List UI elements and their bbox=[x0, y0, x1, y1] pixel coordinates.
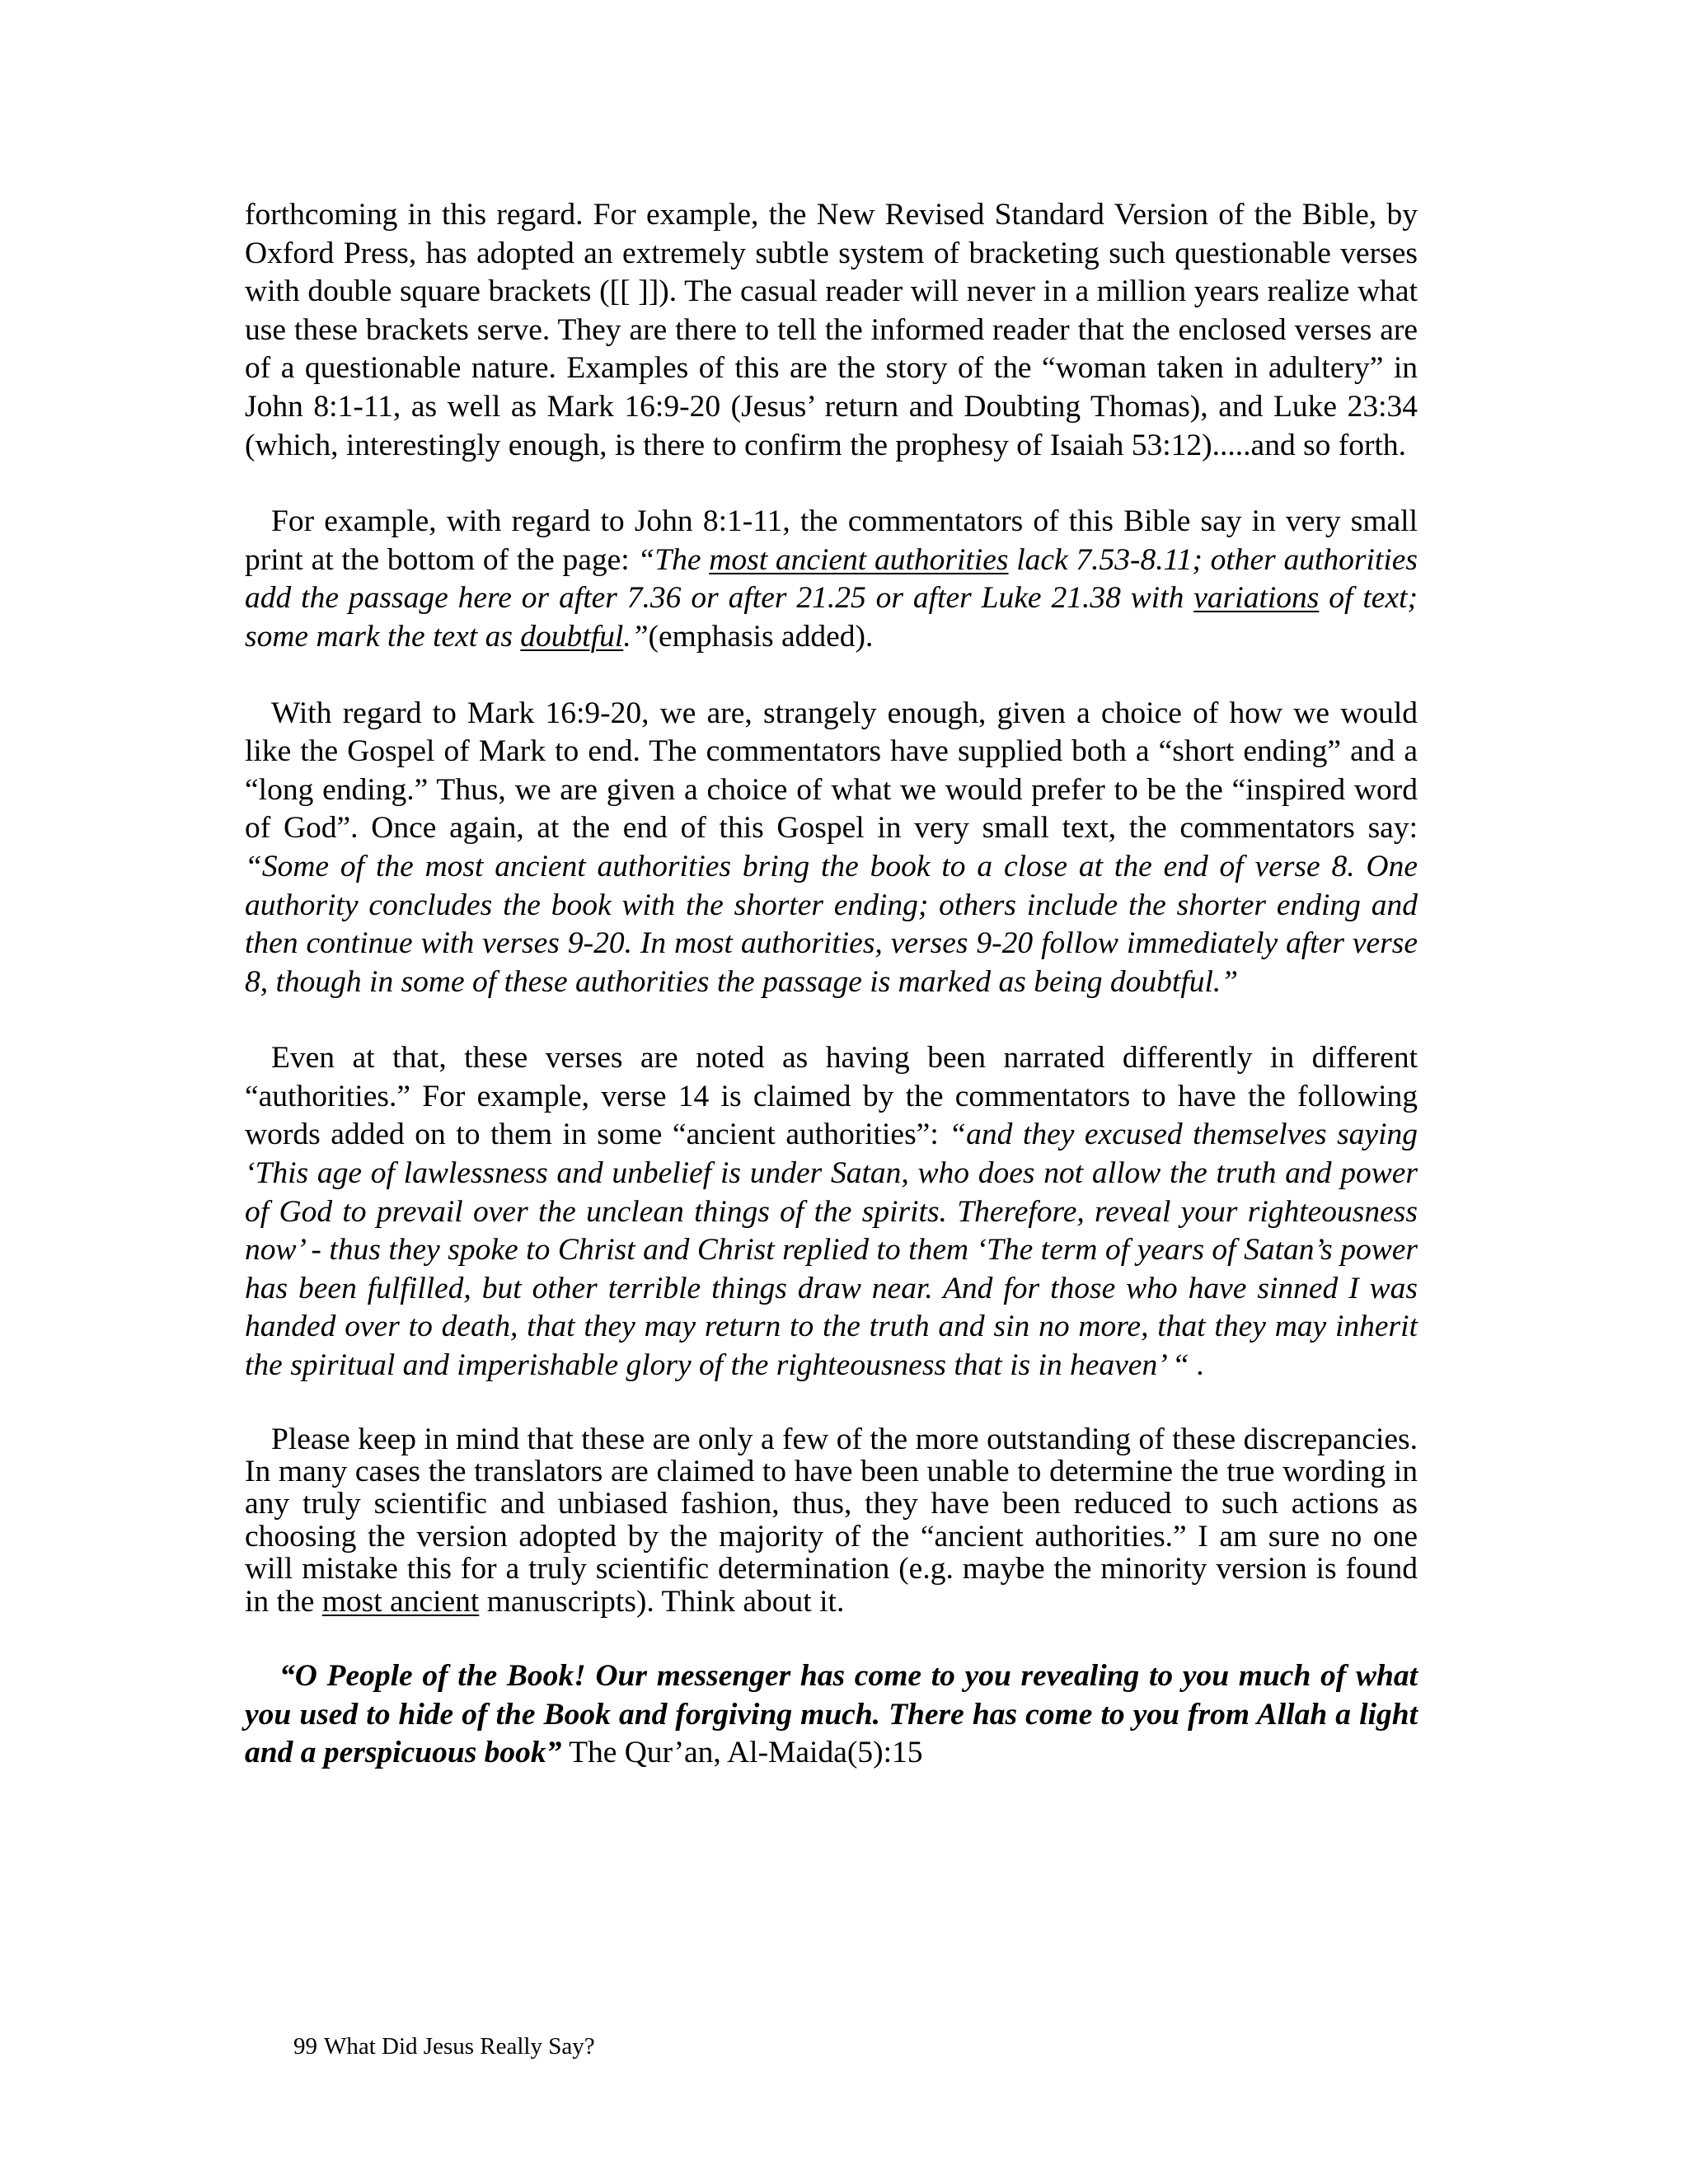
paragraph-5 bbox=[245, 1423, 1418, 1618]
quote-verse-14: “and they excused themselves saying ‘This age of lawlessness and unbelief is under Satan, who does not allow the truth and power of God to prevail over the unclean things of the spirits. Therefore, reveal your righteousness now’ - thus they spoke to Christ and Christ replied to them ‘The term of years of Satan’s power has been fulfilled, but other terrible things draw near. And for those who have sinned I was handed over to death, that they may return to the truth and sin no more, that they may inherit the spiritual and imperishable glory of the righteousness that is in heaven’ “ . bbox=[245, 1118, 1418, 1383]
underlined-variations: variations bbox=[1193, 581, 1320, 616]
quran-source: The Qur’an, Al-Maida(5):15 bbox=[561, 1736, 923, 1770]
paragraph-5-intro: Please keep in mind that these are only a few of the more outstanding of these discrepancies. In many cases the translators are claimed to have been unable to determine the true wording in any truly scientific and unbiased fashion, thus, they have been reduced to such actions as choosing the version adopted by the majority of the “ancient authorities.” I am sure no one will mistake this for a truly scientific determination (e.g. maybe the minority version is found in the bbox=[245, 1422, 1418, 1619]
quran-quote-paragraph bbox=[245, 1657, 1418, 1773]
book-title: What Did Jesus Really Say? bbox=[324, 2033, 595, 2060]
quote-john-mid: lack 7.53-8.11; other authorities add the passage here or after 7.36 or after 21.25 or after Luke 21.38 with bbox=[245, 542, 1418, 616]
quote-john-open: “The bbox=[637, 542, 710, 577]
paragraph-2-outro: (emphasis added). bbox=[648, 619, 874, 654]
underlined-most-ancient-authorities: most ancient authorities bbox=[709, 542, 1009, 577]
paragraph-1-text: forthcoming in this regard. For example, the New Revised Standard Version of the Bible, by Oxford Press, has adopted an extremely subtle system of bracketing such questionable verses with double square brackets ([[ ]]). The casual reader will never in a million years realize what use these brackets serve. They are there to tell the informed reader that the enclosed verses are of a questionable nature. Examples of this are the story of the “woman taken in adultery” in John 8:1-11, as well as Mark 16:9-20 (Jesus’ return and Doubting Thomas), and Luke 23:34 (which, interestingly enough, is there to confirm the prophesy of Isaiah 53:12).....and so forth. bbox=[245, 198, 1418, 462]
quote-mark-ending: “Some of the most ancient authorities bring the book to a close at the end of verse 8. One authority concludes the book with the shorter ending; others include the shorter ending and then continue with verses 9-20. In most authorities, verses 9-20 follow immediately after verse 8, though in some of these authorities the passage is marked as being doubtful.” bbox=[245, 849, 1418, 999]
paragraph-2-intro: For example, with regard to John 8:1-11, the commentators of this Bible say in very small print at the bottom of the page: bbox=[245, 504, 1418, 577]
paragraph-3-intro: With regard to Mark 16:9-20, we are, strangely enough, given a choice of how we would like the Gospel of Mark to end. The commentators have supplied both a “short ending” and a “long ending.” Thus, we are given a choice of what we would prefer to be the “inspired word of God”. Once again, at the end of this Gospel in very small text, the commentators say: bbox=[245, 696, 1418, 846]
quote-john-mid2: of text; some mark the text as bbox=[245, 581, 1418, 654]
page-footer bbox=[293, 2033, 595, 2060]
underlined-doubtful: doubtful bbox=[520, 619, 624, 654]
underlined-most-ancient: most ancient bbox=[321, 1584, 480, 1619]
page-number: 99 bbox=[293, 2033, 317, 2060]
paragraph-3 bbox=[245, 695, 1418, 1002]
paragraph-5-outro: manuscripts). Think about it. bbox=[479, 1584, 845, 1619]
quote-john-close: .” bbox=[623, 619, 649, 654]
paragraph-4-intro: Even at that, these verses are noted as having been narrated differently in different “authorities.” For example, verse 14 is claimed by the commentators to have the following words added on to them in some “ancient authorities”: bbox=[245, 1041, 1418, 1152]
page-body bbox=[245, 196, 1418, 1773]
quran-quote: “O People of the Book! Our messenger has come to you revealing to you much of what you used to hide of the Book and forgiving much. There has come to you from Allah a light and a perspicuous book” bbox=[245, 1659, 1418, 1770]
paragraph-2 bbox=[245, 503, 1418, 656]
paragraph-4 bbox=[245, 1039, 1418, 1385]
paragraph-1 bbox=[245, 196, 1418, 465]
